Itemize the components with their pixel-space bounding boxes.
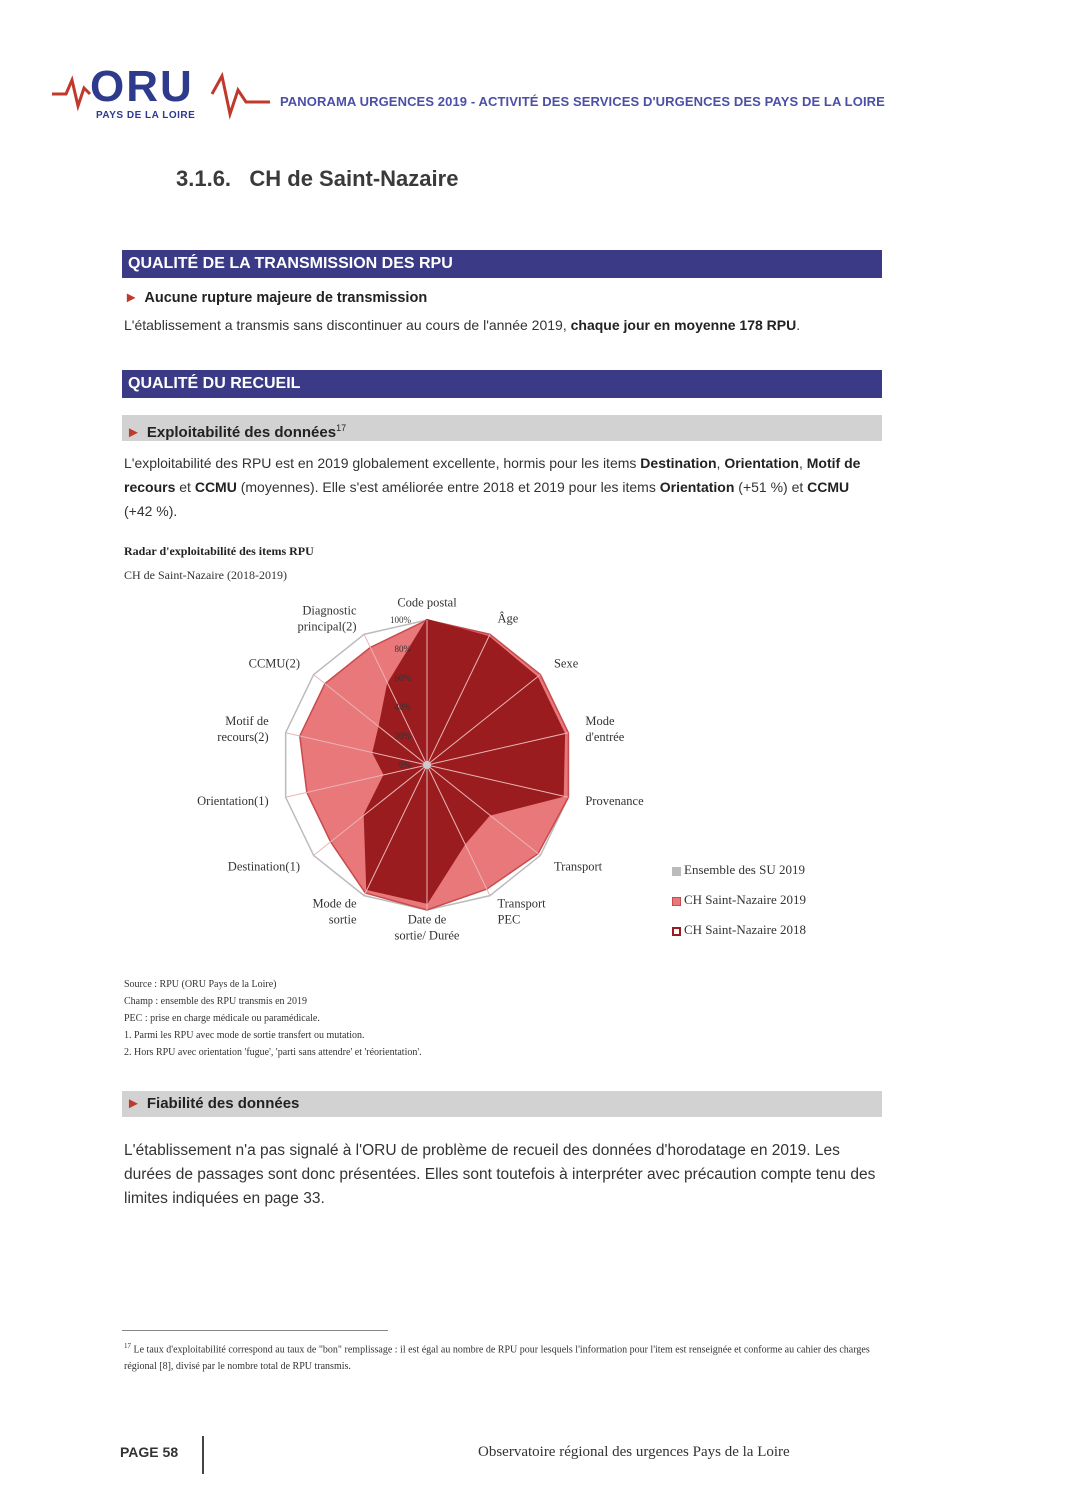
radar-center [423,761,431,769]
chart-note: 1. Parmi les RPU avec mode de sortie transfert ou mutation. [124,1030,365,1041]
text-bold: Destination [640,455,717,471]
text-bold: CCMU [807,479,850,495]
exploitabilite-text [124,451,880,523]
footnote [124,1338,880,1375]
fiabilite-text: L'établissement n'a pas signalé à l'ORU de problème de recueil des données d'horodatage en 2019. Les durées de passages sont donc présentées. Elles sont toutefois à interpréter avec précaution compte tenu des limites indiquées en page 33. [124,1142,876,1207]
exploitabilite-bar [122,415,882,441]
radar-tick-label: 0% [399,760,411,770]
header-title: PANORAMA URGENCES 2019 - ACTIVITÉ DES SERVICES D'URGENCES DES PAYS DE LA LOIRE [280,94,885,109]
section-title: 3.1.6. CH de Saint-Nazaire [176,166,459,191]
fiabilite-title: Fiabilité des données [146,1095,300,1112]
footnote-number: 17 [124,1342,131,1350]
legend-item [672,890,806,920]
chart-title: Radar d'exploitabilité des items RPU [124,544,314,558]
text-span: et [175,479,195,495]
chart-note: 2. Hors RPU avec orientation 'fugue', 'parti sans attendre' et 'réorientation'. [124,1047,422,1058]
radar-axis-label: Mode d'entrée [585,713,625,744]
logo-text: ORU [90,62,194,111]
oru-logo [52,62,272,128]
legend-label: CH Saint-Nazaire 2019 [684,892,807,907]
radar-axis-label: Âge [497,611,519,626]
radar-axis-label: Transport [553,859,603,874]
transmission-text [124,313,880,337]
legend-swatch [672,927,681,936]
text-span: , [716,455,725,471]
chart-note: PEC : prise en charge médicale ou paramédicale. [124,1013,320,1024]
radar-axis-label: Motif de recours(2) [217,713,269,744]
fiabilite-bar [122,1091,882,1117]
text-span: (+42 %). [124,503,178,519]
legend-swatch [672,897,681,906]
chart-notes [124,976,422,1061]
chart-legend [672,860,806,950]
chart-note: Champ : ensemble des RPU transmis en 2019 [124,996,308,1007]
chart-subtitle: CH de Saint-Nazaire (2018-2019) [124,568,287,582]
exploitabilite-title: Exploitabilité des données [146,424,337,441]
chart-note: Source : RPU (ORU Pays de la Loire) [124,979,277,990]
radar-axis-label: Diagnostic principal(2) [297,603,357,634]
legend-label: Ensemble des SU 2019 [684,862,805,877]
radar-chart [160,590,680,960]
text-span: L'exploitabilité des RPU est en 2019 globalement excellente, hormis pour les items [124,455,641,471]
page-number: PAGE 58 [120,1444,179,1460]
radar-axis-label: CCMU(2) [248,656,301,671]
text-bold: CCMU [194,479,237,495]
radar-tick-label: 60% [394,673,411,683]
radar-axis-label: Sexe [553,656,579,671]
transmission-text-bold: chaque jour en moyenne 178 RPU [570,317,797,333]
text-bold: Orientation [724,455,799,471]
radar-tick-label: 40% [394,702,411,712]
arrow-right-icon: ► [124,290,139,306]
radar-tick-label: 100% [390,615,411,625]
radar-axis-label: Date de sortie/ Durée [394,912,460,943]
text-bold: Orientation [659,479,735,495]
radar-axis-label: Transport PEC [497,896,546,927]
radar-axis-label: Provenance [585,794,644,809]
text-span: (moyennes). Elle s'est améliorée entre 2018 et 2019 pour les items [236,479,660,495]
footnote-text: Le taux d'exploitabilité correspond au taux de "bon" remplissage : il est égal au nombre de RPU pour lesquels l'information pour l'item est renseignée et conforme au cahier des charges régional [8], divisé par le nombre total de RPU transmis. [124,1344,870,1373]
footnote-divider [122,1330,388,1331]
transmission-text-1: L'établissement a transmis sans discontinuer au cours de l'année 2019, [124,317,571,333]
logo-subtitle: PAYS DE LA LOIRE [96,110,196,121]
legend-swatch [672,867,681,876]
arrow-right-icon: ► [126,424,141,441]
radar-axis-label: Code postal [397,595,457,610]
transmission-bar: QUALITÉ DE LA TRANSMISSION DES RPU [122,250,882,278]
radar-axis-label: Mode de sortie [312,896,357,927]
text-span: , [798,455,807,471]
text-bold: Motif de recours [124,455,861,495]
transmission-subheading-text: Aucune rupture majeure de transmission [144,290,428,306]
text-span: (+51 %) et [734,479,808,495]
legend-label: CH Saint-Nazaire 2018 [684,922,807,937]
arrow-right-icon: ► [126,1095,141,1112]
radar-axis-label: Orientation(1) [197,794,269,809]
transmission-subheading [124,290,427,306]
radar-tick-label: 20% [394,731,411,741]
transmission-text-2: . [796,317,801,333]
legend-item [672,860,806,890]
radar-tick-label: 80% [394,644,411,654]
radar-axis-label: Destination(1) [227,859,301,874]
recueil-bar: QUALITÉ DU RECUEIL [122,370,882,398]
footnote-ref: 17 [336,423,347,433]
footer-organization: Observatoire régional des urgences Pays de la Loire [478,1444,790,1460]
footer-divider [202,1436,204,1474]
legend-item [672,920,806,950]
